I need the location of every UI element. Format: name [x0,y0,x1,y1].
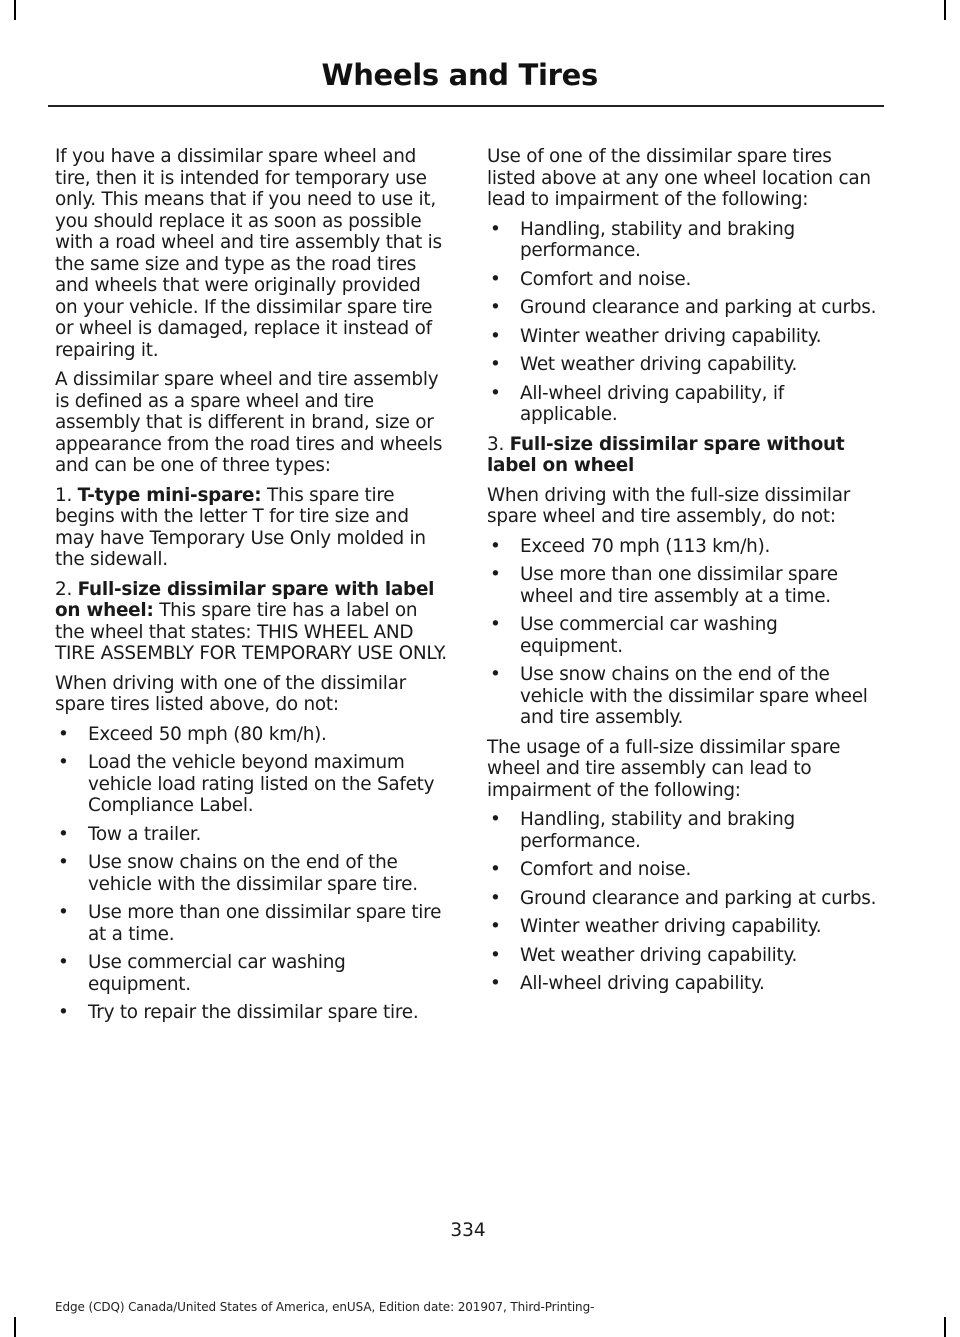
list-item: • Try to repair the dissimilar spare tire. [55,1002,448,1024]
list-item: • Wet weather driving capability. [487,354,884,376]
header-divider [48,105,884,107]
paragraph-full-size-do-not: When driving with the full-size dissimilar spare wheel and tire assembly, do not: [487,484,851,527]
full-size-impairment-list [487,809,884,995]
paragraph-full-size-impairment: The usage of a full-size dissimilar spare wheel and tire assembly can lead to impairment of the following: [487,736,841,801]
list-item: • All-wheel driving capability, if applicable. [487,383,884,426]
type-2-text: This spare tire has a label on the wheel that states: THIS WHEEL AND TIRE ASSEMBLY FOR TEMPORARY USE ONLY. [55,600,447,664]
list-item: • Handling, stability and braking performance. [487,219,884,262]
page-number: 334 [450,1220,486,1241]
list-item: • Use more than one dissimilar spare tire at a time. [55,902,448,945]
list-item: • Handling, stability and braking performance. [487,809,884,852]
page-title: Wheels and Tires [321,58,598,92]
type-3-number: 3. [487,433,505,455]
do-not-list [55,724,448,1024]
list-item: • Use commercial car washing equipment. [55,952,448,995]
list-item: • Comfort and noise. [487,269,884,291]
full-size-do-not-list [487,536,884,729]
impairment-list [487,219,884,426]
list-item: • Comfort and noise. [487,859,884,881]
type-3-title: Full-size dissimilar spare without label on wheel [487,433,845,476]
type-2-number: 2. [55,578,73,600]
type-1-number: 1. [55,484,73,506]
type-2-paragraph [55,579,448,665]
paragraph-temporary-use: If you have a dissimilar spare wheel and tire, then it is intended for temporary use only. This means that if you need to use it, you should replace it as soon as possible with a road wheel and tire assembly that is the same size and type as the road tires and wheels that were originally provided on your vehicle. If the dissimilar spare tire or wheel is damaged, replace it instead of repairing it. [55,146,442,361]
type-1-text: This spare tire begins with the letter T for tire size and may have Temporary Use Only molded in the sidewall. [55,484,426,570]
crop-mark-top-left [14,0,16,20]
list-item: • Ground clearance and parking at curbs. [487,888,884,910]
type-1-paragraph [55,485,448,571]
list-item: • Use snow chains on the end of the vehicle with the dissimilar spare wheel and tire assembly. [487,664,884,729]
list-item: • Exceed 70 mph (113 km/h). [487,536,884,558]
list-item: • Winter weather driving capability. [487,326,884,348]
crop-mark-bottom-left [14,1317,16,1337]
type-2-title: Full-size dissimilar spare with label on wheel: [55,578,435,621]
right-column [487,146,884,1003]
list-item: • Ground clearance and parking at curbs. [487,297,884,319]
list-item: • Exceed 50 mph (80 km/h). [55,724,448,746]
list-item: • Wet weather driving capability. [487,945,884,967]
list-item: • Use commercial car washing equipment. [487,614,884,657]
paragraph-impairment-intro: Use of one of the dissimilar spare tires listed above at any one wheel location can lead to impairment of the following: [487,146,871,210]
crop-mark-bottom-right [944,1317,946,1337]
list-item: • Use snow chains on the end of the vehicle with the dissimilar spare tire. [55,852,448,895]
list-item: • Tow a trailer. [55,824,448,846]
type-3-paragraph [487,434,884,477]
paragraph-do-not-intro: When driving with one of the dissimilar spare tires listed above, do not: [55,672,406,715]
left-column [55,146,448,1032]
footer-edition: Edge (CDQ) Canada/United States of America, enUSA, Edition date: 201907, Third-Printing- [55,1300,595,1314]
list-item: • Load the vehicle beyond maximum vehicle load rating listed on the Safety Compliance Label. [55,752,448,817]
list-item: • Winter weather driving capability. [487,916,884,938]
list-item: • All-wheel driving capability. [487,973,884,995]
crop-mark-top-right [944,0,946,20]
list-item: • Use more than one dissimilar spare wheel and tire assembly at a time. [487,564,884,607]
paragraph-definition: A dissimilar spare wheel and tire assembly is defined as a spare wheel and tire assembly that is different in brand, size or appearance from the road tires and wheels and can be one of three types: [55,369,443,476]
type-1-title: T-type mini-spare: [77,484,262,506]
